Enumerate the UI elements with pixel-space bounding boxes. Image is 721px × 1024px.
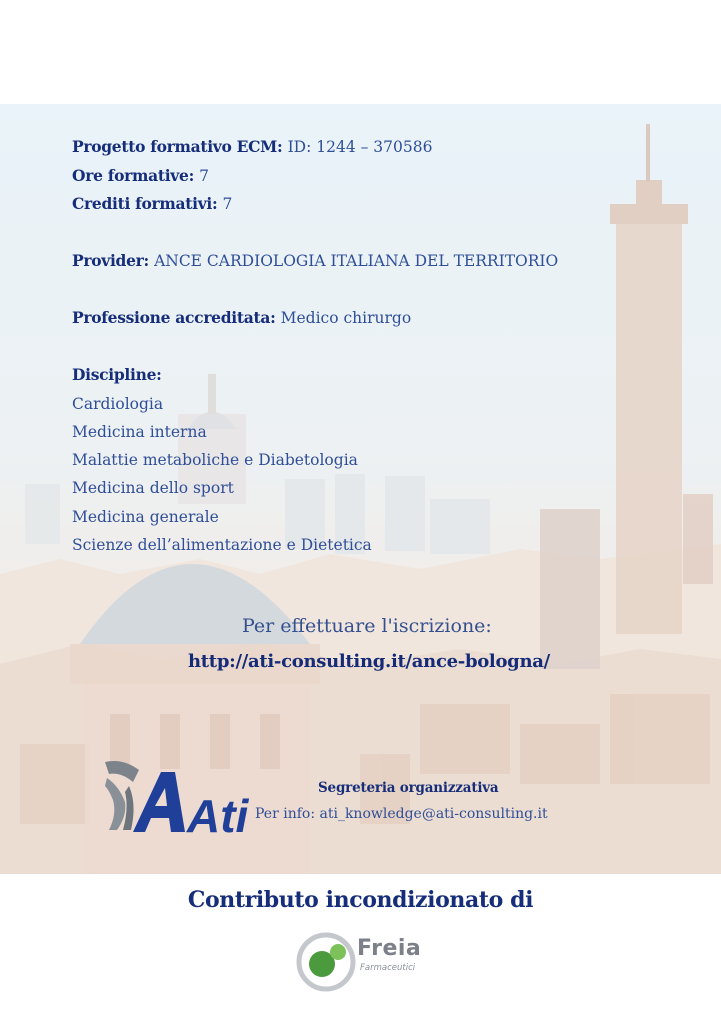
crediti-label: Crediti formativi xyxy=(72,194,212,213)
signup-label: Per effettuare l'iscrizione: xyxy=(242,615,492,637)
discipline-item: Cardiologia xyxy=(72,394,164,413)
professione-label: Professione accreditata xyxy=(72,308,271,327)
provider-value: ANCE CARDIOLOGIA ITALIANA DEL TERRITORIO xyxy=(154,252,559,270)
professione-row: Professione accreditata: Medico chirurgo xyxy=(72,308,412,327)
freia-subtitle: Farmaceutici xyxy=(360,963,416,973)
discipline-item: Malattie metaboliche e Diabetologia xyxy=(72,451,358,470)
crediti-row: Crediti formativi: 7 xyxy=(72,194,233,213)
discipline-label: Discipline xyxy=(72,365,157,384)
ore-label: Ore formative xyxy=(72,165,189,185)
ati-logo-text: Ati xyxy=(187,790,249,842)
crediti-value: 7 xyxy=(222,195,233,213)
provider-row: Provider: ANCE CARDIOLOGIA ITALIANA DEL TERRITORIO xyxy=(72,251,559,270)
ati-logo-icon xyxy=(103,756,249,842)
course-details xyxy=(72,133,632,559)
professione-value: Medico chirurgo xyxy=(280,309,412,327)
organizer-title: Segreteria organizzativa xyxy=(318,780,499,796)
organizer-info[interactable]: Per info: ati_knowledge@ati-consulting.it xyxy=(255,806,548,822)
discipline-heading: Discipline: xyxy=(72,365,162,384)
ati-logo xyxy=(103,756,249,842)
discipline-item: Medicina dello sport xyxy=(72,479,234,498)
discipline-item: Medicina generale xyxy=(72,507,219,526)
ore-row: Ore formative: 7 xyxy=(72,165,209,185)
provider-label: Provider xyxy=(72,251,144,270)
discipline-item: Medicina interna xyxy=(72,422,207,441)
discipline-list xyxy=(72,390,632,560)
sponsor-heading: Contributo incondizionato di xyxy=(187,887,534,913)
freia-name: Freia xyxy=(357,936,422,961)
signup-link[interactable]: http://ati-consulting.it/ance-bologna/ xyxy=(188,651,550,672)
ore-value: 7 xyxy=(199,166,209,185)
progetto-row: Progetto formativo ECM: ID: 1244 – 370586 xyxy=(72,137,433,156)
progetto-label: Progetto formativo ECM xyxy=(72,137,278,156)
progetto-value: ID: 1244 – 370586 xyxy=(287,138,433,156)
discipline-item: Scienze dell’alimentazione e Dietetica xyxy=(72,535,372,554)
